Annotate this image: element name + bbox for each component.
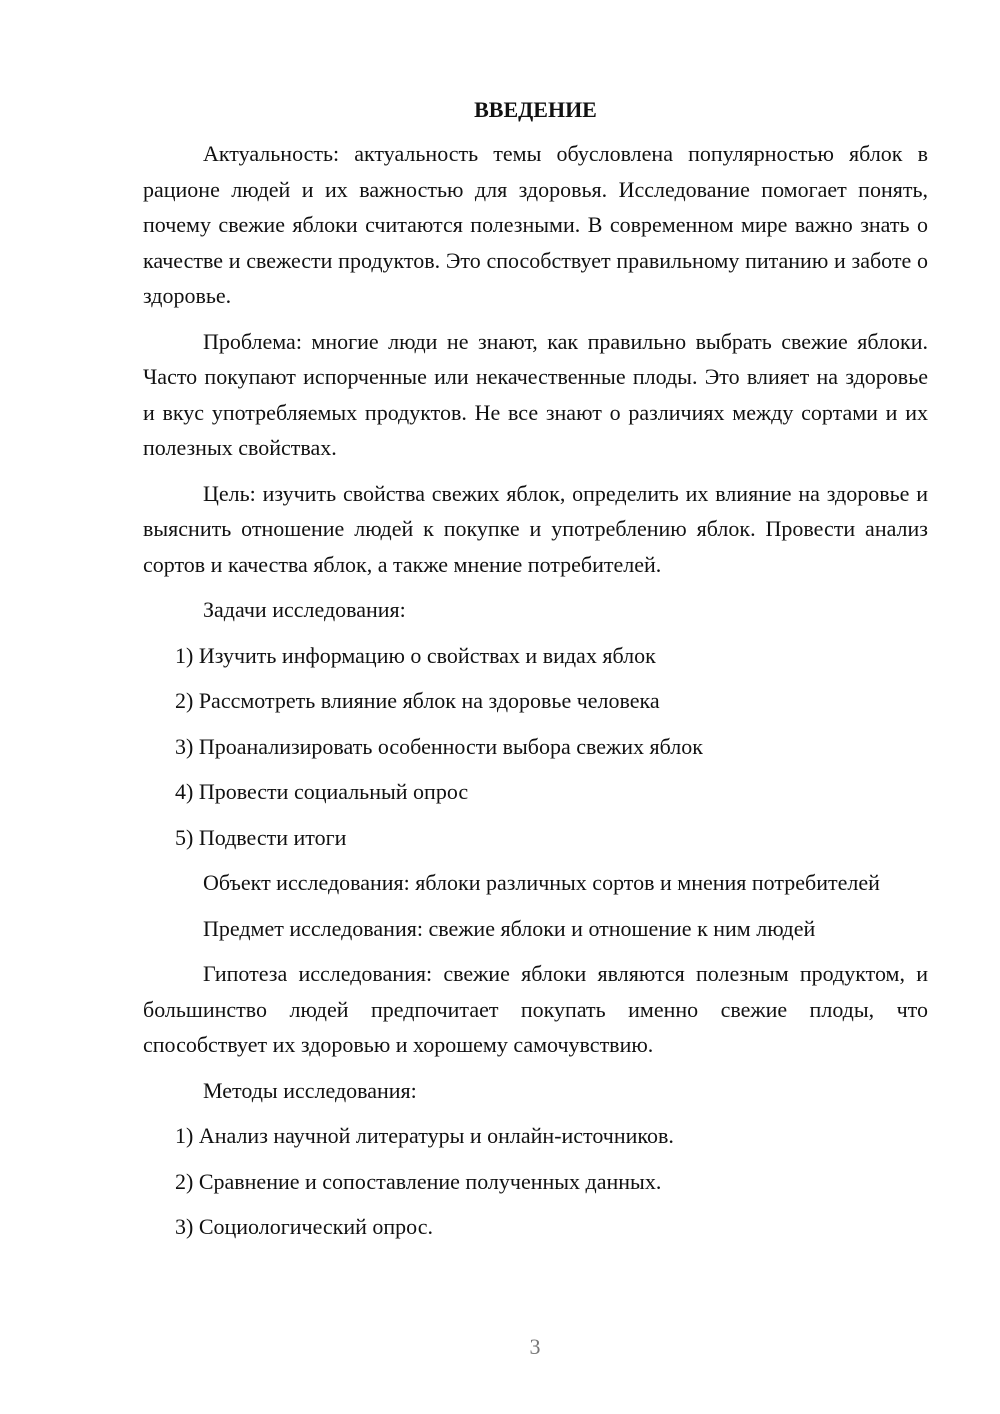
subject-paragraph: Предмет исследования: свежие яблоки и отношение к ним людей — [203, 915, 816, 941]
object-paragraph: Объект исследования: яблоки различных сортов и мнения потребителей — [203, 870, 880, 895]
methods-heading: Методы исследования: — [203, 1077, 417, 1103]
task-list-item: 2) Рассмотреть влияние яблок на здоровье человека — [175, 688, 660, 713]
task-list-item: 5) Подвести итоги — [175, 824, 347, 850]
method-list-item: 2) Сравнение и сопоставление полученных данных. — [175, 1168, 662, 1194]
task-list-item: 3) Проанализировать особенности выбора свежих яблок — [175, 733, 703, 759]
problem-paragraph: Проблема: многие люди не знают, как правильно выбрать свежие яблоки. Часто покупают испорченные или некачественные плоды. Это влияет на здоровье и вкус употребляемых продуктов. Не все знают о различиях между сортами и их полезных свойствах. — [143, 328, 928, 460]
relevance-paragraph: Актуальность: актуальность темы обусловлена популярностью яблок в рационе людей и их важностью для здоровья. Исследование помогает понять, почему свежие яблоки считаются полезными. В современном мире важно знать о качестве и свежести продуктов. Это способствует правильному питанию и заботе о здоровье. — [143, 141, 928, 308]
method-list-item: 3) Социологический опрос. — [175, 1214, 433, 1239]
task-list-item: 4) Провести социальный опрос — [175, 779, 469, 804]
page-title: ВВЕДЕНИЕ — [474, 97, 597, 122]
page-content — [143, 92, 928, 1255]
hypothesis-paragraph: Гипотеза исследования: свежие яблоки являются полезным продуктом, и большинство людей предпочитает покупать именно свежие плоды, что способствует их здоровью и хорошему самочувствию. — [143, 961, 928, 1057]
tasks-heading: Задачи исследования: — [203, 597, 406, 622]
goal-paragraph: Цель: изучить свойства свежих яблок, определить их влияние на здоровье и выяснить отношение людей к покупке и употреблению яблок. Провести анализ сортов и качества яблок, а также мнение потребителей. — [143, 480, 928, 577]
page-number: 3 — [529, 1334, 541, 1359]
method-list-item: 1) Анализ научной литературы и онлайн-источников. — [175, 1123, 674, 1148]
task-list-item: 1) Изучить информацию о свойствах и видах яблок — [175, 642, 656, 668]
